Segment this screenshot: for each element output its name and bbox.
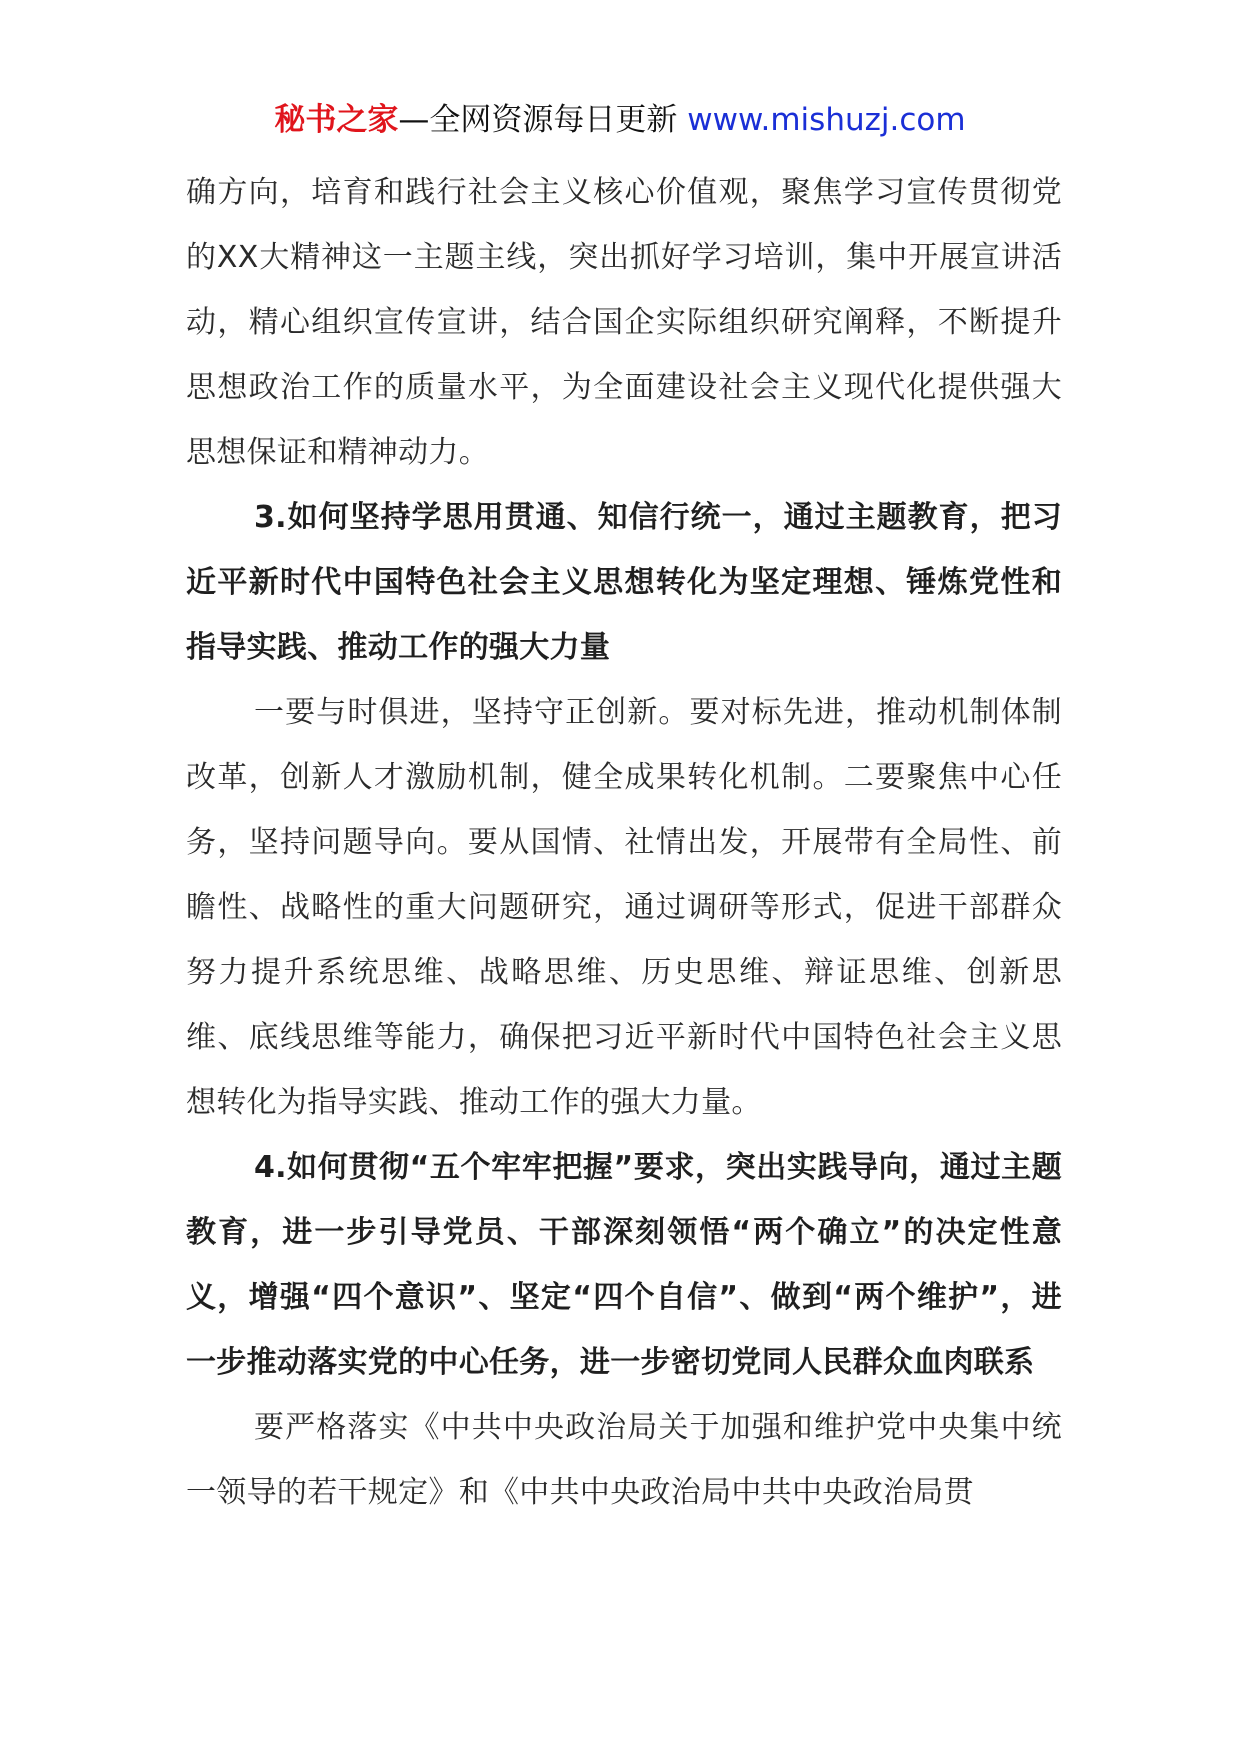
paragraph-section-3: 一要与时俱进，坚持守正创新。要对标先进，推动机制体制改革，创新人才激励机制，健全成果转化机制。二要聚焦中心任务，坚持问题导向。要从国情、社情出发，开展带有全局性、前瞻性、战略性的重大问题研究，通过调研等形式，促进干部群众努力提升系统思维、战略思维、历史思维、辩证思维、创新思维、底线思维等能力，确保把习近平新时代中国特色社会主义思想转化为指导实践、推动工作的强大力量。 [186,695,1062,1120]
document-body [186,160,1062,1525]
site-url-link[interactable]: www.mishuzj.com [687,102,966,138]
header-tagline: —全网资源每日更新 [398,102,688,138]
page-header [0,100,1240,140]
paragraph-continued: 确方向，培育和践行社会主义核心价值观，聚焦学习宣传贯彻党的XX大精神这一主题主线，突出抓好学习培训，集中开展宣讲活动，精心组织宣传宣讲，结合国企实际组织研究阐释，不断提升思想政治工作的质量水平，为全面建设社会主义现代化提供强大思想保证和精神动力。 [186,175,1062,470]
brand-name: 秘书之家 [274,102,399,138]
paragraph-section-4: 要严格落实《中共中央政治局关于加强和维护党中央集中统一领导的若干规定》和《中共中央政治局中共中央政治局贯 [186,1410,1062,1510]
section-heading-3: 3.如何坚持学思用贯通、知信行统一，通过主题教育，把习近平新时代中国特色社会主义思想转化为坚定理想、锤炼党性和指导实践、推动工作的强大力量 [186,500,1062,665]
section-heading-4: 4.如何贯彻“五个牢牢把握”要求，突出实践导向，通过主题教育，进一步引导党员、干部深刻领悟“两个确立”的决定性意义，增强“四个意识”、坚定“四个自信”、做到“两个维护”，进一步推动落实党的中心任务，进一步密切党同人民群众血肉联系 [186,1150,1062,1380]
